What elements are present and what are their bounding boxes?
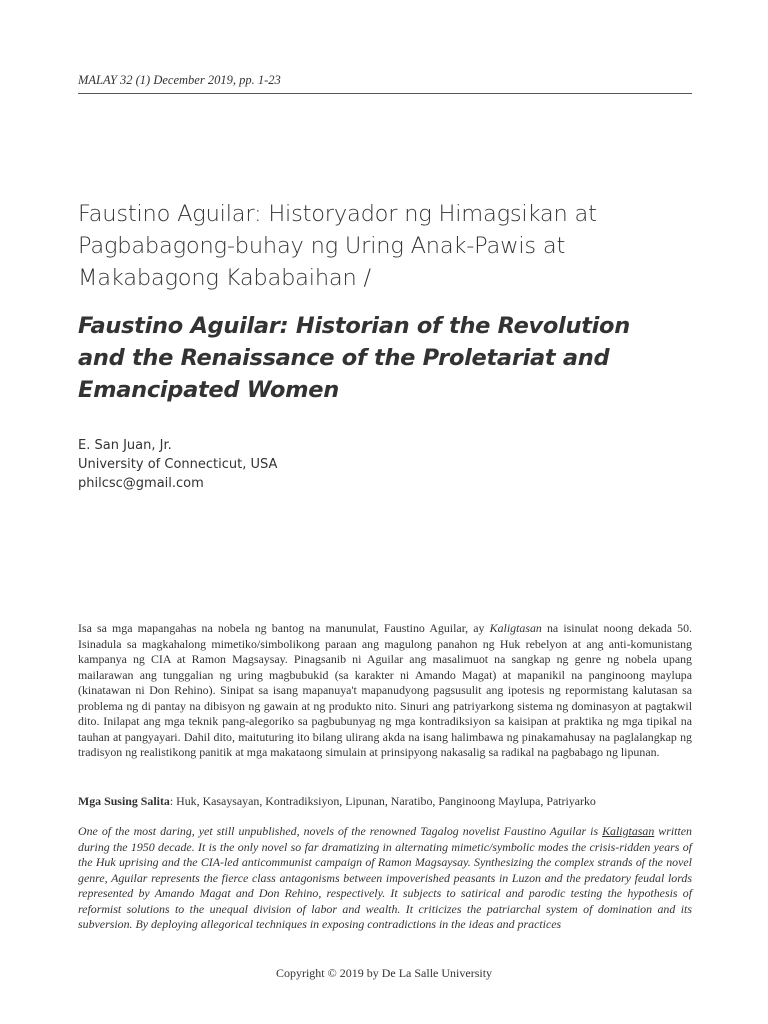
abstract-english-part2: written during the 1950 decade. It is the only novel so far dramatizing in alternating mimetic/symbolic modes the crisis-ridden years of the Huk uprising and the CIA-led anticommunist campaign of Ramon Magsaysay. Synthesizing the complex strands of the novel genre, Aguilar represents the fierce class antagonisms between impoverished peasants in Luzon and the predatory feudal lords represented by Amando Magat and Don Rehino, respectively. It subjects to satirical and parodic testing the hypothesis of reformist solutions to the unequal division of labor and wealth. It criticizes the patriarchal system of domination and its subversion. By deploying allegorical techniques in exposing contradictions in the ideas and practices bbox=[78, 824, 692, 931]
author-name: E. San Juan, Jr. bbox=[78, 438, 172, 453]
abstract-english-part1: One of the most daring, yet still unpublished, novels of the renowned Tagalog novelist Faustino Aguilar is bbox=[78, 824, 603, 838]
abstract-tagalog-part1: Isa sa mga mapangahas na nobela ng bantog na manunulat, Faustino Aguilar, ay bbox=[78, 621, 490, 635]
abstract-tagalog-novel-title: Kaligtasan bbox=[489, 621, 542, 635]
keywords-separator: : bbox=[169, 794, 177, 808]
abstract-english-novel-title: Kaligtasan bbox=[602, 824, 655, 838]
copyright-footer: Copyright © 2019 by De La Salle University bbox=[275, 966, 493, 980]
header-rule bbox=[78, 93, 692, 94]
abstract-tagalog bbox=[78, 621, 692, 761]
title-english: Faustino Aguilar: Historian of the Revolution and the Renaissance of the Proletariat and Emancipated Women bbox=[78, 313, 630, 403]
author-block bbox=[78, 436, 277, 493]
author-affiliation: University of Connecticut, USA bbox=[78, 457, 278, 472]
journal-header: MALAY 32 (1) December 2019, pp. 1-23 bbox=[78, 73, 281, 87]
keywords-label: Mga Susing Salita bbox=[78, 794, 170, 808]
author-email: philcsc@gmail.com bbox=[78, 476, 204, 491]
title-tagalog: Faustino Aguilar: Historyador ng Himagsikan at Pagbabagong-buhay ng Uring Anak-Pawis at Makabagong Kababaihan / bbox=[78, 201, 597, 291]
abstract-tagalog-part2: na isinulat noong dekada 50. Isinadula sa magkahalong mimetiko/simbolikong paraan ang magulong panahon ng Huk rebelyon at ang anti-komunistang kampanya ng CIA at Ramon Magsaysay. Pinagsanib ni Aguilar ang masalimuot na sangkap ng genre ng nobela upang mailarawan ang tunggalian ng uring magbubukid (sa karakter ni Amando Magat) at mapanikil na panginoong maylupa (kinatawan ni Don Rehino). Sinipat sa isang mapanuya't mapanudyong pagsusulit ang ipotesis ng repormistang kalutasan sa problema ng di pantay na dibisyon ng gawain at ng produkto nito. Sinuri ang patriyarkong sistema ng dominasyon at pagtakwil dito. Inilapat ang mga teknik pang-alegoriko sa pagbubunyag ng mga kontradiksiyon sa kaisipan at praktika ng mga tipikal na tauhan at pangyayari. Dahil dito, maituturing ito bilang ulirang akda na isang halimbawa ng pinakamahusay na paglalangkap ng tradisyon ng realistikong panitik at mga makataong simulain at prinsipyong nakasalig sa radikal na pagbabago ng lipunan. bbox=[78, 621, 692, 760]
abstract-english bbox=[78, 824, 692, 933]
keywords-terms: Huk, Kasaysayan, Kontradiksiyon, Lipunan, Naratibo, Panginoong Maylupa, Patriyarko bbox=[176, 794, 596, 808]
keywords bbox=[78, 794, 692, 810]
